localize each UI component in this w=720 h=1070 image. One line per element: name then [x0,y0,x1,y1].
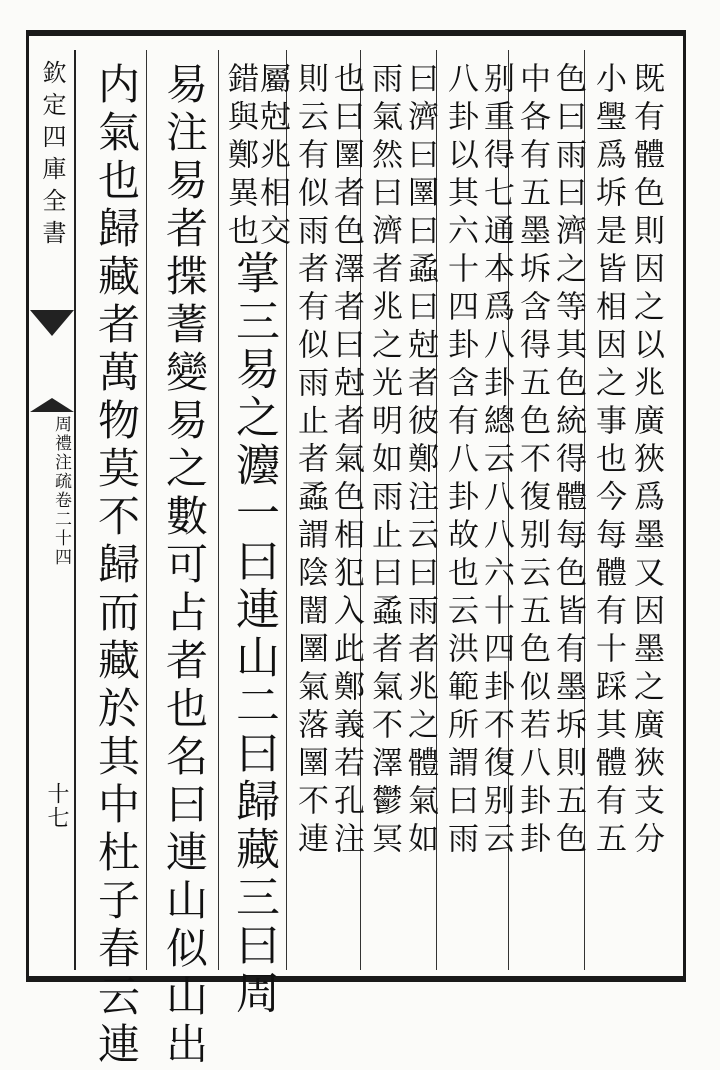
column-rule [146,50,147,970]
commentary-line: 錯與鄭異也 [222,62,258,252]
margin-volume-label: 周禮注疏卷二十四 [51,415,71,567]
text-body [74,50,686,1070]
column-rule [218,50,219,970]
main-text-line: 内氣也歸藏者萬物莫不歸而藏於其中杜子春云連 [92,62,141,1070]
margin-title: 欽定四庫全書 [38,60,66,252]
commentary-line: 色曰雨曰濟之等其色統得體每色皆有墨坼則五色 [550,62,586,860]
commentary-line: 八卦以其六十四卦含有八卦故也云洪範所謂曰雨 [442,62,478,860]
commentary-line: 既有體色則因之以兆廣狹爲墨又因墨之廣狹支分 [628,62,664,860]
commentary-line: 小璺爲坼是皆相因之事也今每體有十踩其體有五 [590,62,626,860]
main-text-line: 易注易者揲蓍變易之數可占者也名曰連山似山出 [160,62,209,1070]
fishtail-ornament-top [30,310,74,336]
commentary-line: 屬尅兆相交 [254,62,290,252]
fishtail-ornament-bottom [30,398,74,412]
commentary-line: 别重得七通本爲八卦總云八八六十四卦不復别云 [478,62,514,860]
main-text-line: 掌三易之灋一曰連山二曰歸藏三曰周 [228,250,279,1018]
commentary-line: 也曰圛者色澤者曰尅者氣色相犯入此鄭義若孔注 [328,62,364,860]
commentary-line: 曰濟曰圛曰蟊曰尅者彼鄭注云曰雨者兆之體氣如 [402,62,438,860]
margin-page-number: 十七 [44,782,69,830]
commentary-line: 雨氣然曰濟者兆之光明如雨止曰蟊者氣不澤鬱冥 [366,62,402,860]
commentary-line: 則云有似雨者有似雨止者蟊謂陰闇圛氣落圛不連 [292,62,328,860]
commentary-line: 中各有五墨坼含得五色不復别云五色似若八卦卦 [514,62,550,860]
